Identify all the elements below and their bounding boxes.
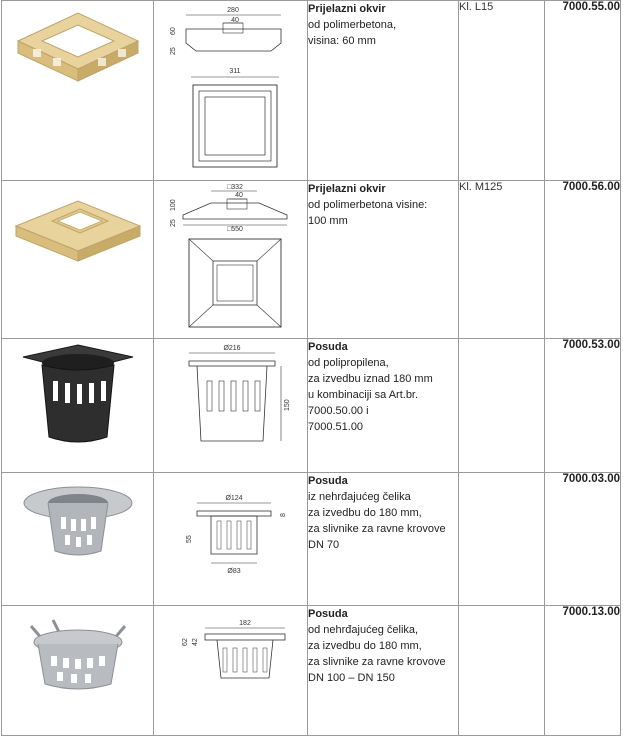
dim-label: 311 xyxy=(228,68,241,75)
article-number: 7000.55.00 xyxy=(545,1,621,181)
product-photo-cell xyxy=(2,339,154,473)
product-title: Posuda xyxy=(308,475,348,487)
dim-label: □332 xyxy=(226,184,243,191)
product-photo-cell xyxy=(2,1,154,181)
frame-100-drawing xyxy=(161,181,301,333)
steel-basket-dn100-photo xyxy=(13,606,143,706)
dim-label: Ø83 xyxy=(226,568,241,575)
product-photo-cell xyxy=(2,473,154,606)
dim-label: 100 xyxy=(169,199,177,211)
product-table xyxy=(1,0,621,736)
plastic-basket-drawing xyxy=(161,339,301,459)
technical-drawing-cell xyxy=(154,473,308,606)
article-number: 7000.13.00 xyxy=(545,606,621,736)
table-row xyxy=(2,1,621,181)
product-photo-cell xyxy=(2,181,154,339)
dim-label: 182 xyxy=(238,620,251,627)
load-class xyxy=(459,339,545,473)
product-photo-cell xyxy=(2,606,154,736)
dim-label: 150 xyxy=(283,399,291,411)
article-number: 7000.53.00 xyxy=(545,339,621,473)
technical-drawing-cell xyxy=(154,339,308,473)
dim-label: 25 xyxy=(169,47,177,55)
technical-drawing-cell xyxy=(154,606,308,736)
dim-label: Ø124 xyxy=(224,495,243,502)
product-title: Prijelazni okvir xyxy=(308,183,386,195)
dim-label: 42 xyxy=(191,638,199,646)
description-cell xyxy=(308,606,459,736)
dim-label: 280 xyxy=(226,7,239,14)
table-row xyxy=(2,181,621,339)
product-description: od polipropilena, za izvedbu iznad 180 mm u kombinaciji sa Art.br. 7000.50.00 i 7000.51.00 xyxy=(308,357,433,433)
table-row xyxy=(2,473,621,606)
article-number: 7000.03.00 xyxy=(545,473,621,606)
description-cell xyxy=(308,1,459,181)
dim-label: 25 xyxy=(169,219,177,227)
dim-label: 8 xyxy=(279,513,287,517)
dim-label: 40 xyxy=(234,192,243,199)
load-class xyxy=(459,473,545,606)
article-number: 7000.56.00 xyxy=(545,181,621,339)
product-title: Posuda xyxy=(308,608,348,620)
product-description: od polimerbetona visine: 100 mm xyxy=(308,199,428,227)
description-cell xyxy=(308,181,459,339)
product-description: od polimerbetona, visina: 60 mm xyxy=(308,19,397,47)
steel-basket-dn70-photo xyxy=(13,473,143,573)
steel-basket-dn70-drawing xyxy=(161,473,301,593)
steel-basket-dn100-drawing xyxy=(161,606,301,706)
frame-60-drawing xyxy=(161,1,301,173)
product-description: iz nehrđajućeg čelika za izvedbu do 180 mm, za slivnike za ravne krovove DN 70 xyxy=(308,491,446,551)
frame-100-photo xyxy=(8,181,148,271)
frame-60-photo xyxy=(8,1,148,91)
table-row xyxy=(2,339,621,473)
product-title: Prijelazni okvir xyxy=(308,3,386,15)
dim-label: 55 xyxy=(185,535,193,543)
plastic-basket-photo xyxy=(13,339,143,454)
load-class xyxy=(459,606,545,736)
product-description: od nehrđajućeg čelika, za izvedbu do 180 mm, za slivnike za ravne krovove DN 100 – DN 150 xyxy=(308,624,446,684)
table-row xyxy=(2,606,621,736)
technical-drawing-cell xyxy=(154,1,308,181)
load-class: Kl. M125 xyxy=(459,181,545,339)
dim-label: 40 xyxy=(230,17,239,24)
load-class: Kl. L15 xyxy=(459,1,545,181)
dim-label: 60 xyxy=(169,27,177,35)
product-title: Posuda xyxy=(308,341,348,353)
dim-label: □550 xyxy=(226,226,243,233)
description-cell xyxy=(308,339,459,473)
technical-drawing-cell xyxy=(154,181,308,339)
dim-label: Ø216 xyxy=(222,345,241,352)
dim-label: 62 xyxy=(181,638,189,646)
description-cell xyxy=(308,473,459,606)
